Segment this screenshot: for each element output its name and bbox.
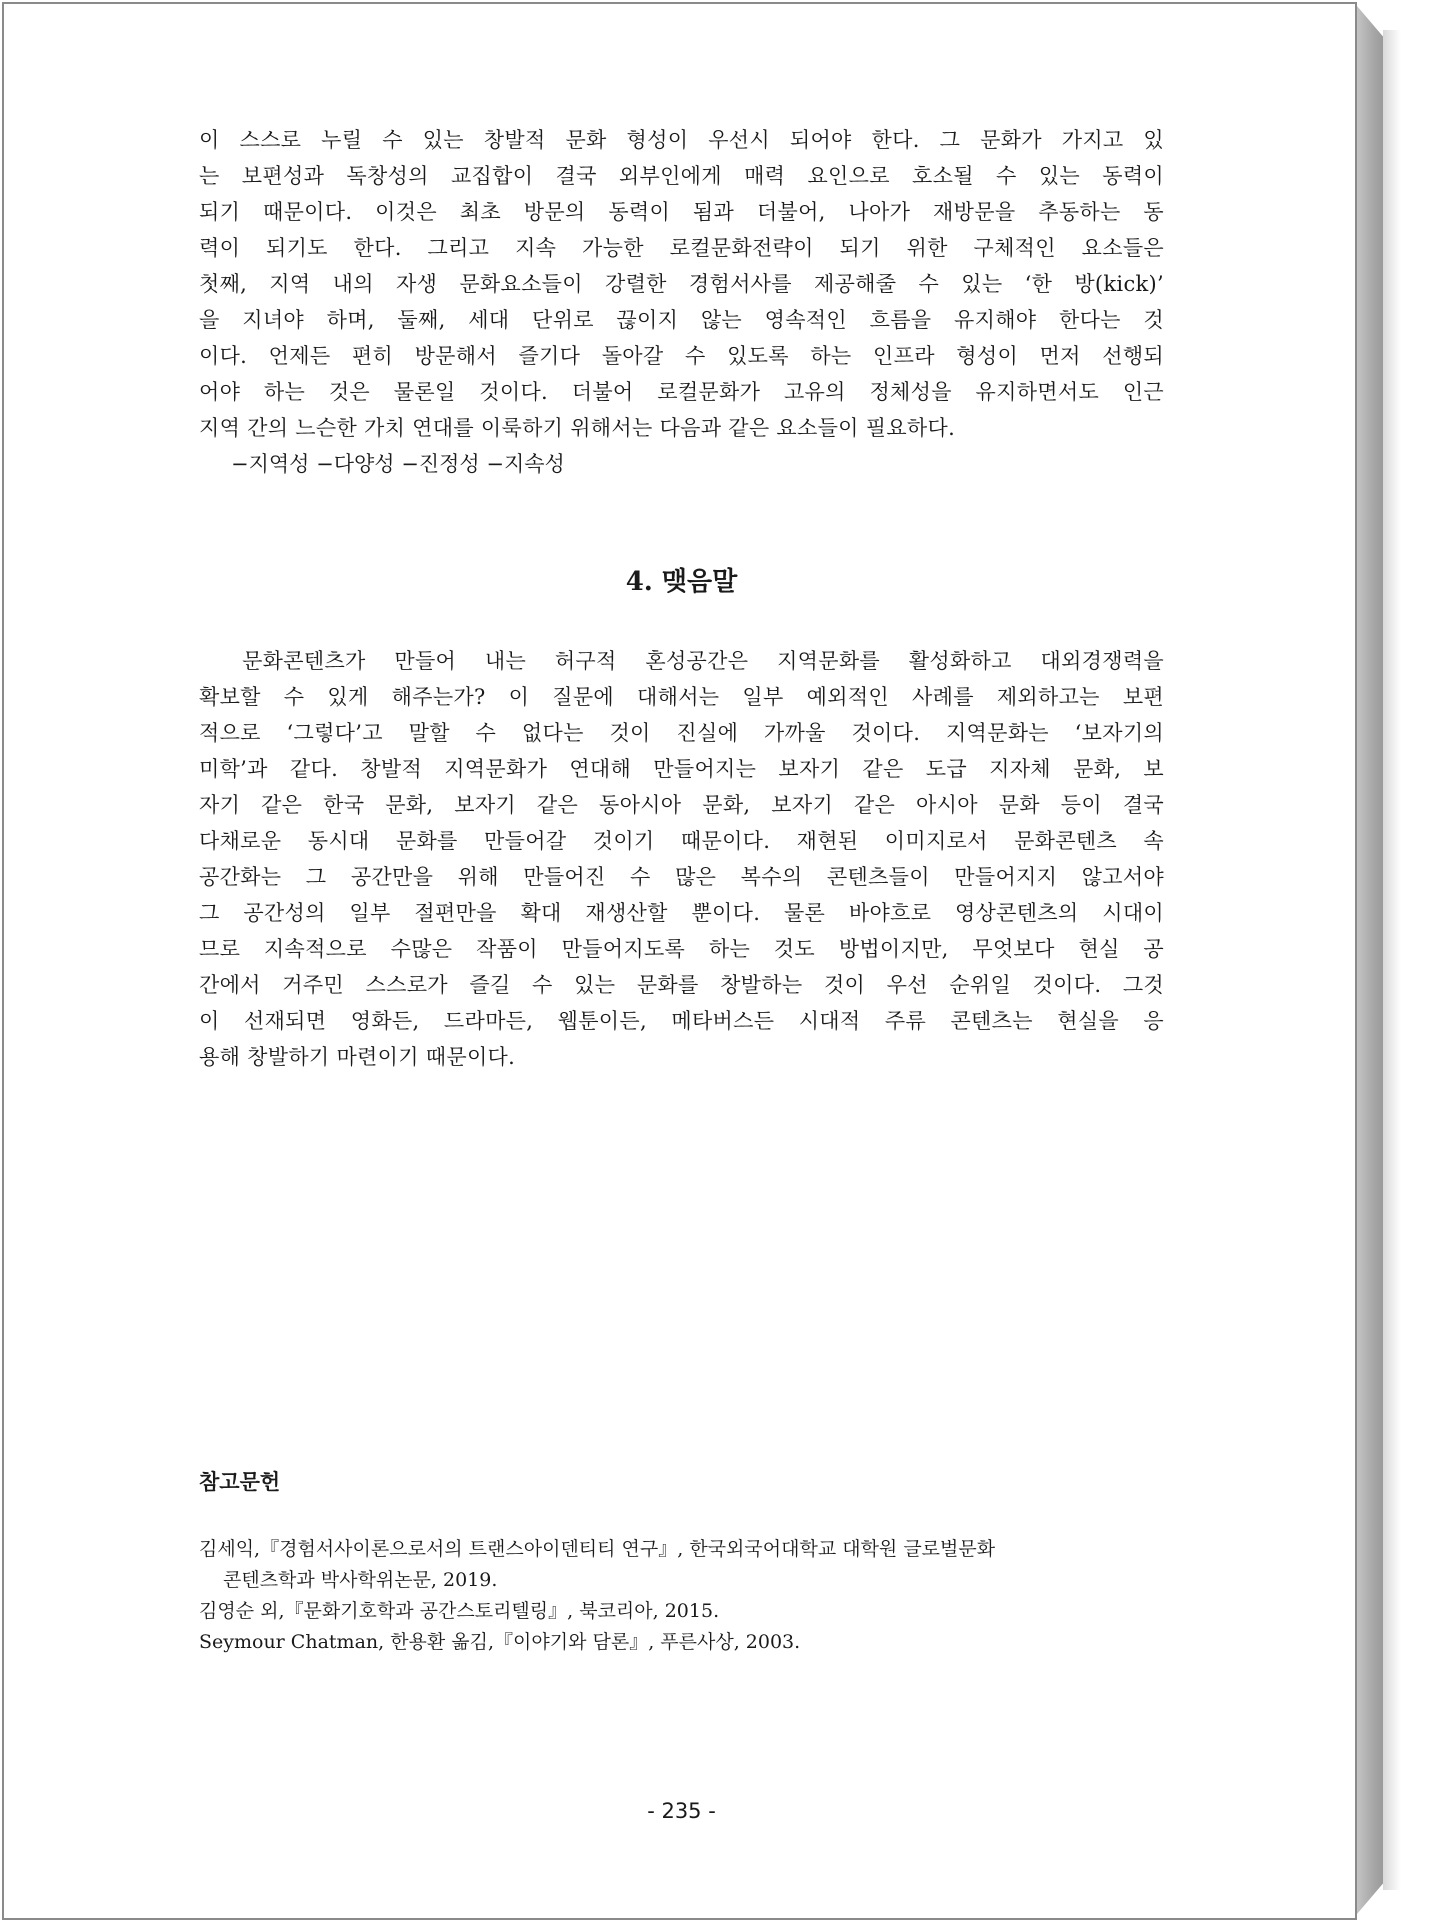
text-line: 문화콘텐츠가 만들어 내는 허구적 혼성공간은 지역문화를 활성화하고 대외경쟁력을	[199, 649, 1164, 673]
reference-entry	[199, 1596, 1164, 1627]
paragraph-conclusion	[199, 643, 1164, 1075]
text-line: 다채로운 동시대 문화를 만들어갈 것이기 때문이다. 재현된 이미지로서 문화콘텐츠 속	[199, 829, 1164, 853]
page-shadow	[1383, 30, 1401, 1890]
text-line: 공간화는 그 공간만을 위해 만들어진 수 많은 복수의 콘텐츠들이 만들어지지 않고서야	[199, 865, 1164, 889]
section-heading: 4. 맺음말	[625, 567, 738, 597]
text-line: 용해 창발하기 마련이기 때문이다.	[199, 1045, 516, 1069]
references-title: 참고문헌	[199, 1470, 281, 1494]
document-page	[2, 2, 1357, 1920]
text-line: 어야 하는 것은 물론일 것이다. 더불어 로컬문화가 고유의 정체성을 유지하면서도 인근	[199, 380, 1164, 404]
text-line: 이다. 언제든 편히 방문해서 즐기다 돌아갈 수 있도록 하는 인프라 형성이 먼저 선행되	[199, 344, 1164, 368]
text-line: 지역 간의 느슨한 가치 연대를 이룩하기 위해서는 다음과 같은 요소들이 필요하다.	[199, 416, 956, 440]
text-line: 미학’과 같다. 창발적 지역문화가 연대해 만들어지는 보자기 같은 도급 지자체 문화, 보	[199, 757, 1164, 781]
text-line: 그 공간성의 일부 절편만을 확대 재생산할 뿐이다. 물론 바야흐로 영상콘텐츠의 시대이	[199, 901, 1164, 925]
text-line: 력이 되기도 한다. 그리고 지속 가능한 로컬문화전략이 되기 위한 구체적인 요소들은	[199, 236, 1164, 260]
text-line: 되기 때문이다. 이것은 최초 방문의 동력이 됨과 더불어, 나아가 재방문을 추동하는 동	[199, 200, 1164, 224]
text-line: 적으로 ‘그렇다’고 말할 수 없다는 것이 진실에 가까울 것이다. 지역문화는 ‘보자기의	[199, 721, 1164, 745]
text-line: 므로 지속적으로 수많은 작품이 만들어지도록 하는 것도 방법이지만, 무엇보다 현실 공	[199, 937, 1164, 961]
text-line: 이 스스로 누릴 수 있는 창발적 문화 형성이 우선시 되어야 한다. 그 문화가 가지고 있	[199, 128, 1164, 152]
text-line: 첫째, 지역 내의 자생 문화요소들이 강렬한 경험서사를 제공해줄 수 있는 ‘한 방(kick)’	[199, 272, 1164, 296]
reference-line: 김영순 외,『문화기호학과 공간스토리텔링』, 북코리아, 2015.	[199, 1600, 720, 1622]
body-text-top	[199, 122, 1164, 482]
text-line: 이 선재되면 영화든, 드라마든, 웹툰이든, 메타버스든 시대적 주류 콘텐츠는 현실을 응	[199, 1009, 1164, 1033]
references-list	[199, 1534, 1164, 1658]
page-number: - 235 -	[647, 1799, 716, 1823]
body-text-conclusion	[199, 643, 1164, 1075]
elements-list: −지역성 −다양성 −진정성 −지속성	[231, 452, 565, 476]
page-stack-edge	[1357, 6, 1383, 1914]
reference-line-continued: 콘텐츠학과 박사학위논문, 2019.	[223, 1569, 498, 1591]
reference-line: Seymour Chatman, 한용환 옮김,『이야기와 담론』, 푸른사상, 2003.	[199, 1631, 801, 1653]
text-line: 는 보편성과 독창성의 교집합이 결국 외부인에게 매력 요인으로 호소될 수 있는 동력이	[199, 164, 1164, 188]
reference-entry	[199, 1534, 1164, 1596]
text-line: 자기 같은 한국 문화, 보자기 같은 동아시아 문화, 보자기 같은 아시아 문화 등이 결국	[199, 793, 1164, 817]
text-line: 을 지녀야 하며, 둘째, 세대 단위로 끊이지 않는 영속적인 흐름을 유지해야 한다는 것	[199, 308, 1164, 332]
reference-entry	[199, 1627, 1164, 1658]
reference-line: 김세익,『경험서사이론으로서의 트랜스아이덴티티 연구』, 한국외국어대학교 대학원 글로벌문화	[199, 1538, 996, 1560]
text-line: 간에서 거주민 스스로가 즐길 수 있는 문화를 창발하는 것이 우선 순위일 것이다. 그것	[199, 973, 1164, 997]
text-line: 확보할 수 있게 해주는가? 이 질문에 대해서는 일부 예외적인 사례를 제외하고는 보편	[199, 685, 1164, 709]
paragraph-local-culture-strategy	[199, 122, 1164, 446]
